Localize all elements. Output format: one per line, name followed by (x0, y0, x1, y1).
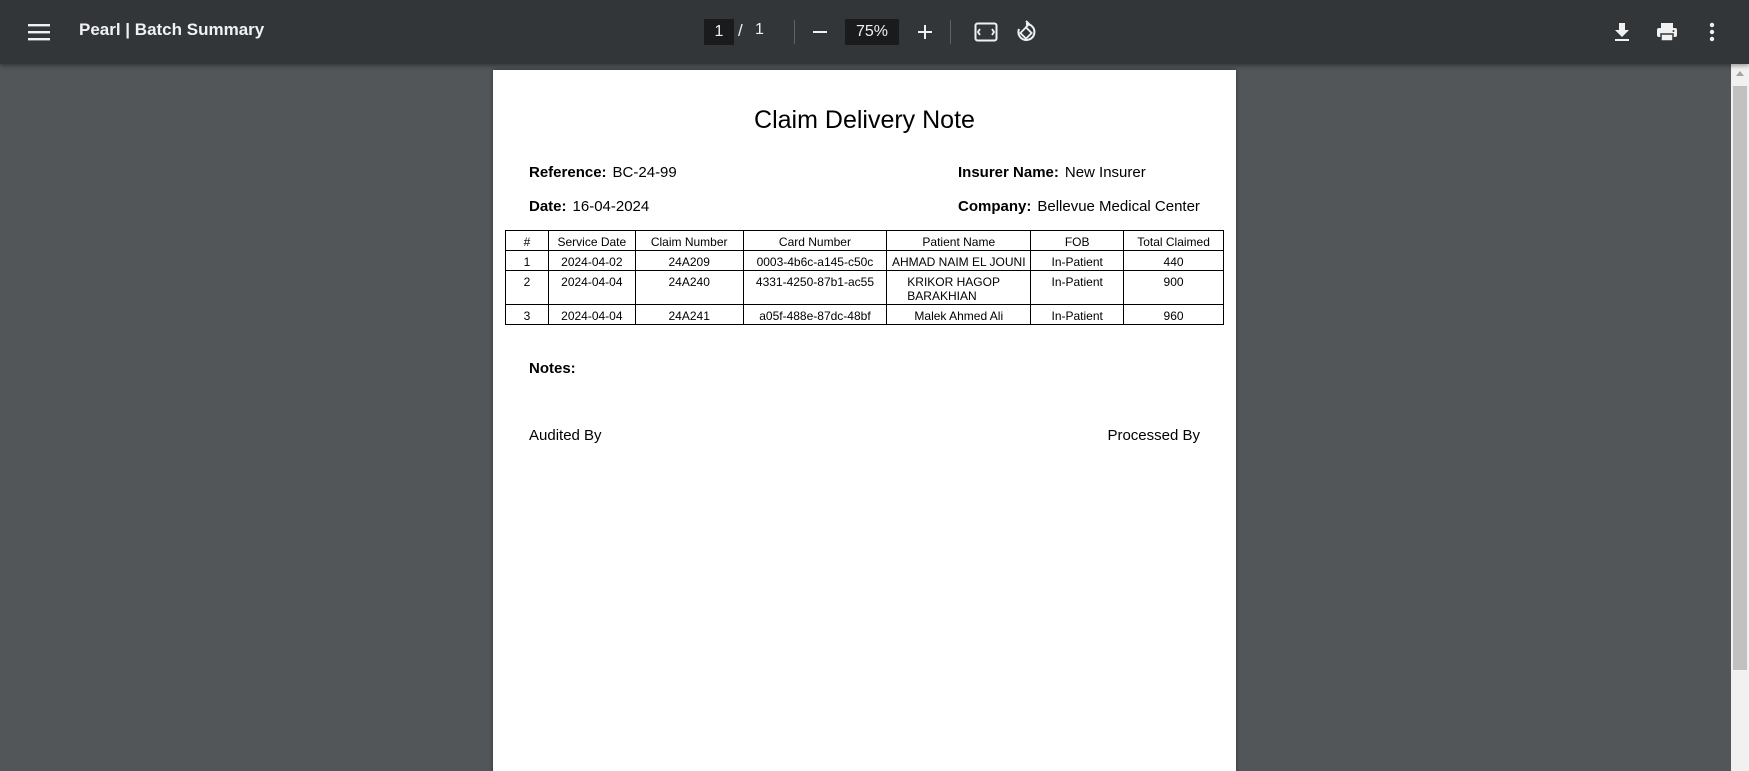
page-separator: / (738, 21, 743, 40)
page-number-input[interactable] (704, 19, 734, 45)
table-cell: 440 (1124, 251, 1224, 271)
minus-icon (812, 24, 828, 40)
menu-icon (28, 23, 50, 41)
processed-by-label: Processed By (1107, 427, 1200, 444)
insurer-field (958, 164, 1146, 181)
fit-to-page-icon (974, 22, 998, 42)
date-label: Date: (529, 198, 567, 215)
toolbar-divider (794, 20, 795, 44)
document-heading: Claim Delivery Note (754, 106, 975, 134)
claims-table (505, 230, 1224, 325)
print-button[interactable] (1647, 12, 1687, 52)
table-cell: 24A240 (635, 271, 743, 305)
more-vert-icon (1709, 22, 1715, 42)
pdf-toolbar (0, 0, 1749, 64)
plus-icon (917, 24, 933, 40)
table-header-row (506, 231, 1224, 251)
insurer-label: Insurer Name: (958, 164, 1059, 181)
column-header: # (506, 231, 549, 251)
company-label: Company: (958, 198, 1032, 215)
column-header: Total Claimed (1124, 231, 1224, 251)
table-cell: 900 (1124, 271, 1224, 305)
column-header: Card Number (743, 231, 887, 251)
table-cell: In-Patient (1031, 271, 1124, 305)
scrollbar-thumb[interactable] (1733, 86, 1747, 670)
fit-to-page-button[interactable] (966, 12, 1006, 52)
zoom-in-button[interactable] (905, 12, 945, 52)
pdf-viewer[interactable] (0, 64, 1731, 771)
download-icon (1613, 22, 1631, 42)
toolbar-divider (950, 20, 951, 44)
date-field (529, 198, 649, 215)
table-cell: AHMAD NAIM EL JOUNI (887, 251, 1031, 271)
company-field (958, 198, 1200, 215)
scroll-up-arrow-icon (1736, 71, 1744, 76)
column-header: Claim Number (635, 231, 743, 251)
page-total: 1 (755, 21, 764, 38)
zoom-out-button[interactable] (800, 12, 840, 52)
table-cell: 24A241 (635, 305, 743, 325)
table-cell: In-Patient (1031, 305, 1124, 325)
table-cell: 2 (506, 271, 549, 305)
date-value: 16-04-2024 (572, 198, 650, 215)
notes-label: Notes: (529, 360, 576, 377)
column-header: Patient Name (887, 231, 1031, 251)
table-cell: 0003-4b6c-a145-c50c (743, 251, 887, 271)
column-header: Service Date (548, 231, 635, 251)
pdf-page (493, 70, 1236, 771)
table-cell: 1 (506, 251, 549, 271)
table-cell: 2024-04-04 (548, 271, 635, 305)
rotate-icon (1014, 20, 1038, 44)
table-cell: 2024-04-04 (548, 305, 635, 325)
reference-field (529, 164, 677, 181)
table-cell: 3 (506, 305, 549, 325)
table-row (506, 271, 1224, 305)
zoom-input[interactable] (845, 19, 899, 45)
print-icon (1656, 22, 1678, 42)
reference-label: Reference: (529, 164, 607, 181)
vertical-scrollbar[interactable] (1731, 64, 1749, 771)
table-cell: 2024-04-02 (548, 251, 635, 271)
column-header: FOB (1031, 231, 1124, 251)
table-cell: In-Patient (1031, 251, 1124, 271)
table-cell: KRIKOR HAGOP BARAKHIAN (887, 271, 1031, 305)
company-value: Bellevue Medical Center (1037, 198, 1200, 215)
table-row (506, 305, 1224, 325)
table-cell: 24A209 (635, 251, 743, 271)
rotate-button[interactable] (1006, 12, 1046, 52)
table-cell: 4331-4250-87b1-ac55 (743, 271, 887, 305)
audited-by-label: Audited By (529, 427, 602, 444)
table-cell: Malek Ahmed Ali (887, 305, 1031, 325)
insurer-value: New Insurer (1064, 164, 1146, 181)
table-row (506, 251, 1224, 271)
reference-value: BC-24-99 (612, 164, 677, 181)
table-cell: 960 (1124, 305, 1224, 325)
menu-button[interactable] (19, 12, 59, 52)
download-button[interactable] (1602, 12, 1642, 52)
scroll-up-button[interactable] (1731, 64, 1749, 82)
document-title: Pearl | Batch Summary (79, 20, 265, 39)
more-options-button[interactable] (1692, 12, 1732, 52)
table-cell: a05f-488e-87dc-48bf (743, 305, 887, 325)
